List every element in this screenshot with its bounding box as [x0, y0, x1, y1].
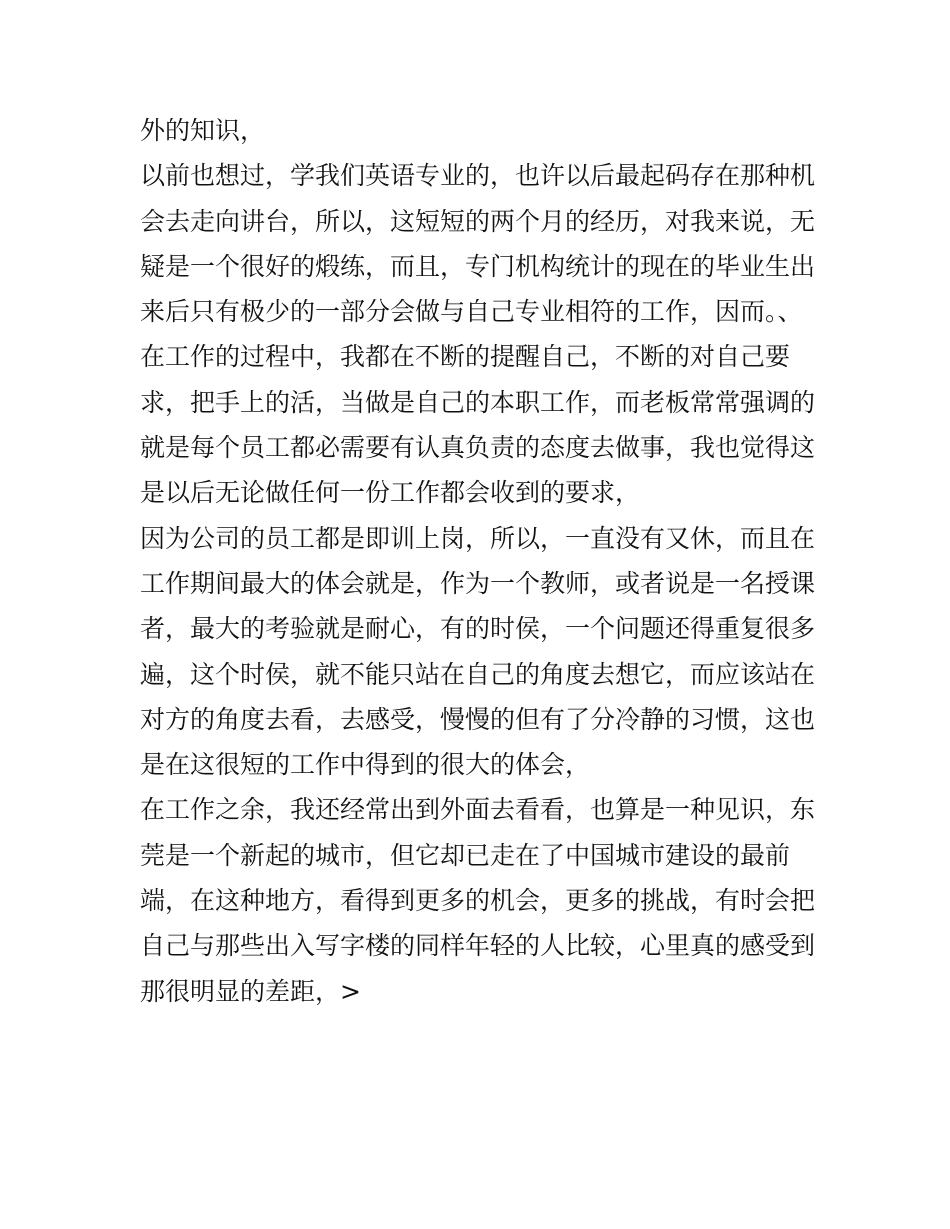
text-line: 那很明显的差距，> [140, 976, 361, 1006]
text-line: 在工作之余，我还经常出到外面去看看，也算是一种见识，东 [140, 795, 816, 825]
body-text [140, 108, 820, 1014]
text-line: 求，把手上的活，当做是自己的本职工作，而老板常常强调的 [140, 387, 816, 417]
text-line: 疑是一个很好的煅练，而且，专门机构统计的现在的毕业生出 [140, 251, 816, 281]
text-line: 是在这很短的工作中得到的很大的体会， [140, 750, 591, 780]
text-line: 在工作的过程中，我都在不断的提醒自己，不断的对自己要 [140, 342, 791, 372]
text-line: 外的知识， [140, 116, 266, 145]
text-line: 工作期间最大的体会就是，作为一个教师，或者说是一名授课 [140, 568, 816, 598]
text-line: 会去走向讲台，所以，这短短的两个月的经历，对我来说，无 [140, 206, 816, 236]
text-line: 是以后无论做任何一份工作都会收到的要求， [140, 478, 641, 508]
text-line: 遍，这个时侯，就不能只站在自己的角度去想它，而应该站在 [140, 659, 816, 689]
text-line: 就是每个员工都必需要有认真负责的态度去做事，我也觉得这 [140, 433, 816, 463]
text-line: 端，在这种地方，看得到更多的机会，更多的挑战，有时会把 [140, 886, 816, 916]
text-line: 以前也想过，学我们英语专业的，也许以后最起码存在那种机 [140, 161, 816, 191]
text-line: 者，最大的考验就是耐心，有的时侯，一个问题还得重复很多 [140, 614, 816, 644]
text-line: 因为公司的员工都是即训上岗，所以，一直没有又休，而且在 [140, 523, 816, 553]
text-line: 来后只有极少的一部分会做与自己专业相符的工作，因而。、 [140, 297, 803, 327]
text-line: 对方的角度去看，去感受，慢慢的但有了分冷静的习惯，这也 [140, 704, 816, 734]
text-line: 自己与那些出入写字楼的同样年轻的人比较，心里真的感受到 [140, 931, 816, 961]
text-line: 莞是一个新起的城市，但它却已走在了中国城市建设的最前 [140, 840, 791, 870]
